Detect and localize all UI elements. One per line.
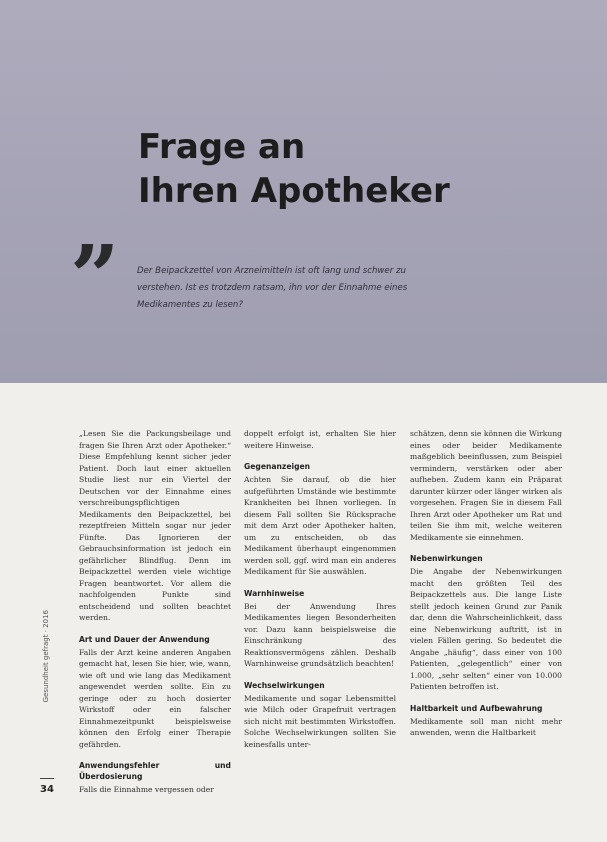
- hero-banner: [0, 0, 607, 383]
- title-line-1: Frage an: [138, 127, 306, 167]
- article-title: [138, 125, 538, 213]
- page-number: 34: [40, 784, 54, 795]
- quote-mark: ”: [70, 227, 120, 328]
- section-heading: Warnhinweise: [244, 588, 305, 598]
- page-number-rule: [40, 778, 54, 779]
- paragraph: Falls der Arzt keine anderen Angaben gemacht hat, lesen Sie hier, wie, wann, wie oft und wie lang das Medikament angewendet werden sollte. Ein zu geringe oder zu hoch dosierter Wirkstoff oder ein falscher Einnahmezeitpunkt beispielsweise können den Erfolg einer Therapie gefährden.: [79, 647, 231, 749]
- paragraph: Achten Sie darauf, ob die hier aufgeführten Umstände wie bestimmte Krankheiten bei Ihnen vorliegen. In diesem Fall sollten Sie Rücksprache mit dem Arzt oder Apotheker halten, um zu entscheiden, ob das Medikament überhaupt eingenommen werden soll, ggf. wird man ein anderes Medikament für Sie auswählen.: [244, 475, 396, 576]
- section-heading: Nebenwirkungen: [410, 554, 483, 563]
- text-column-1: [79, 428, 231, 828]
- paragraph: schätzen, denn sie können die Wirkung eines oder beider Medikamente maßgeblich beeinflussen, zum Beispiel vermindern, verstärken oder aber aufheben. Zudem kann ein Präparat darunter kürzer oder länger wirken als vorgesehen. Fragen Sie in diesem Fall Ihren Arzt oder Apotheker um Rat und teilen Sie ihm mit, welche weiteren Medikamente sie einnehmen.: [410, 429, 562, 542]
- text-column-2: [244, 428, 396, 828]
- paragraph: Medikamente und sogar Lebensmittel wie Milch oder Grapefruit vertragen sich nicht mit bestimmten Wirkstoffen. Solche Wechselwirkungen sollten Sie keinesfalls unter-: [244, 693, 396, 749]
- paragraph: Die Angabe der Nebenwirkungen macht den größten Teil des Beipackzettels aus. Die lange Liste stellt jedoch keinen Grund zur Panik dar, denn die Wahrscheinlichkeit, dass eine Nebenwirkung auftritt, ist in vielen Fällen gering. So bedeutet die Angabe „häufig“, dass einer von 100 Patienten, „gelegentlich“ einer von 1.000, „sehr selten“ einer von 10.000 Patienten betroffen ist.: [410, 567, 562, 691]
- paragraph: Bei der Anwendung Ihres Medikamentes liegen Besonderheiten vor. Dazu kann beispielsweise die Einschränkung des Reaktionsvermögens zählen. Deshalb Warnhinweise grundsätzlich beachten!: [244, 601, 396, 668]
- text-column-3: [410, 428, 562, 828]
- paragraph: doppelt erfolgt ist, erhalten Sie hier weitere Hinweise.: [244, 429, 396, 450]
- section-heading: Anwendungsfehler und Überdosierung: [79, 761, 231, 781]
- paragraph: Medikamente soll man nicht mehr anwenden, wenn die Haltbarkeit: [410, 716, 562, 737]
- paragraph: „Lesen Sie die Packungsbeilage und fragen Sie Ihren Arzt oder Apotheker.“ Diese Empfehlung kennt sicher jeder Patient. Doch laut einer aktuellen Studie liest nur ein Viertel der Deutschen vor der Einnahme eines verschreibungspflichtigen Medikaments den Beipackzettel, bei rezeptfreien Mitteln sogar nur jeder Fünfte. Das Ignorieren der Gebrauchsinformation ist jedoch ein gefährlicher Blindflug. Denn im Beipackzettel werden viele wichtige Fragen beantwortet. Vor allem die nachfolgenden Punkte sind entscheidend und sollten beachtet werden.: [79, 429, 231, 622]
- magazine-side-label: Gesundheit gefragt · 2016: [42, 610, 50, 703]
- paragraph: Falls die Einnahme vergessen oder: [79, 785, 214, 794]
- section-heading: Haltbarkeit und Aufbewahrung: [410, 703, 543, 713]
- section-heading: Art und Dauer der Anwendung: [79, 634, 210, 644]
- lead-text: Der Beipackzettel von Arzneimitteln ist oft lang und schwer zu verstehen. Ist es trotzdem ratsam, ihn vor der Einnahme eines Medikamentes zu lesen?: [137, 266, 408, 310]
- title-line-2: Ihren Apotheker: [138, 171, 450, 211]
- section-heading: Wechselwirkungen: [244, 680, 325, 690]
- section-heading: Gegenanzeigen: [244, 462, 311, 471]
